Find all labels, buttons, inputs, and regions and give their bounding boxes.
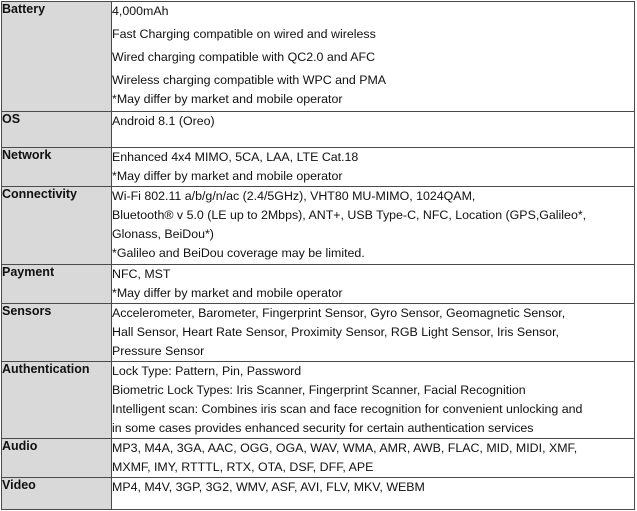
table-row — [2, 112, 635, 148]
row-value-os — [112, 112, 635, 148]
table-row — [2, 478, 635, 510]
row-label-video: Video — [2, 478, 112, 510]
row-label-network: Network — [2, 148, 112, 187]
value-line: MXMF, IMY, RTTTL, RTX, OTA, DSF, DFF, APE — [112, 460, 374, 474]
value-line: in some cases provides enhanced security for certain authentication services — [112, 421, 534, 435]
row-label-sensors: Sensors — [2, 304, 112, 362]
value-line: 4,000mAh — [112, 4, 169, 18]
value-line: *May differ by market and mobile operator — [112, 286, 343, 300]
row-label-payment: Payment — [2, 265, 112, 304]
table-row — [2, 265, 635, 304]
table-row — [2, 148, 635, 187]
value-line: *May differ by market and mobile operator — [112, 92, 343, 106]
row-label-connectivity: Connectivity — [2, 187, 112, 265]
table-row — [2, 187, 635, 265]
value-line: Glonass, BeiDou*) — [112, 227, 214, 241]
value-line: *May differ by market and mobile operator — [112, 169, 343, 183]
spec-table — [1, 1, 635, 510]
value-line: Intelligent scan: Combines iris scan and face recognition for convenient unlocking and — [112, 402, 583, 416]
value-line: Enhanced 4x4 MIMO, 5CA, LAA, LTE Cat.18 — [112, 150, 359, 164]
row-label-authentication: Authentication — [2, 362, 112, 439]
row-label-os: OS — [2, 112, 112, 148]
value-line: Hall Sensor, Heart Rate Sensor, Proximity Sensor, RGB Light Sensor, Iris Sensor, — [112, 325, 559, 339]
value-line: Wired charging compatible with QC2.0 and AFC — [112, 50, 376, 64]
row-value-payment — [112, 265, 635, 304]
value-line: Wireless charging compatible with WPC and PMA — [112, 73, 387, 87]
value-line: Accelerometer, Barometer, Fingerprint Sensor, Gyro Sensor, Geomagnetic Sensor, — [112, 306, 566, 320]
row-value-network — [112, 148, 635, 187]
value-line: Wi-Fi 802.11 a/b/g/n/ac (2.4/5GHz), VHT80 MU-MIMO, 1024QAM, — [112, 189, 476, 203]
table-row — [2, 362, 635, 439]
row-label-battery: Battery — [2, 2, 112, 112]
table-row — [2, 439, 635, 478]
value-line: Android 8.1 (Oreo) — [112, 114, 215, 128]
row-value-authentication — [112, 362, 635, 439]
value-line: Biometric Lock Types: Iris Scanner, Fingerprint Scanner, Facial Recognition — [112, 383, 526, 397]
value-line: MP3, M4A, 3GA, AAC, OGG, OGA, WAV, WMA, AMR, AWB, FLAC, MID, MIDI, XMF, — [112, 441, 578, 455]
row-value-connectivity — [112, 187, 635, 265]
value-line: NFC, MST — [112, 267, 171, 281]
row-value-sensors — [112, 304, 635, 362]
value-line: Lock Type: Pattern, Pin, Password — [112, 364, 302, 378]
table-row — [2, 304, 635, 362]
row-value-video — [112, 478, 635, 510]
value-line: Fast Charging compatible on wired and wireless — [112, 27, 376, 41]
table-row — [2, 2, 635, 112]
row-value-audio — [112, 439, 635, 478]
value-line: MP4, M4V, 3GP, 3G2, WMV, ASF, AVI, FLV, MKV, WEBM — [112, 480, 425, 494]
value-line: *Galileo and BeiDou coverage may be limited. — [112, 246, 365, 260]
value-line: Bluetooth® v 5.0 (LE up to 2Mbps), ANT+, USB Type-C, NFC, Location (GPS,Galileo*, — [112, 208, 587, 222]
row-label-audio: Audio — [2, 439, 112, 478]
row-value-battery — [112, 2, 635, 112]
value-line: Pressure Sensor — [112, 344, 205, 358]
